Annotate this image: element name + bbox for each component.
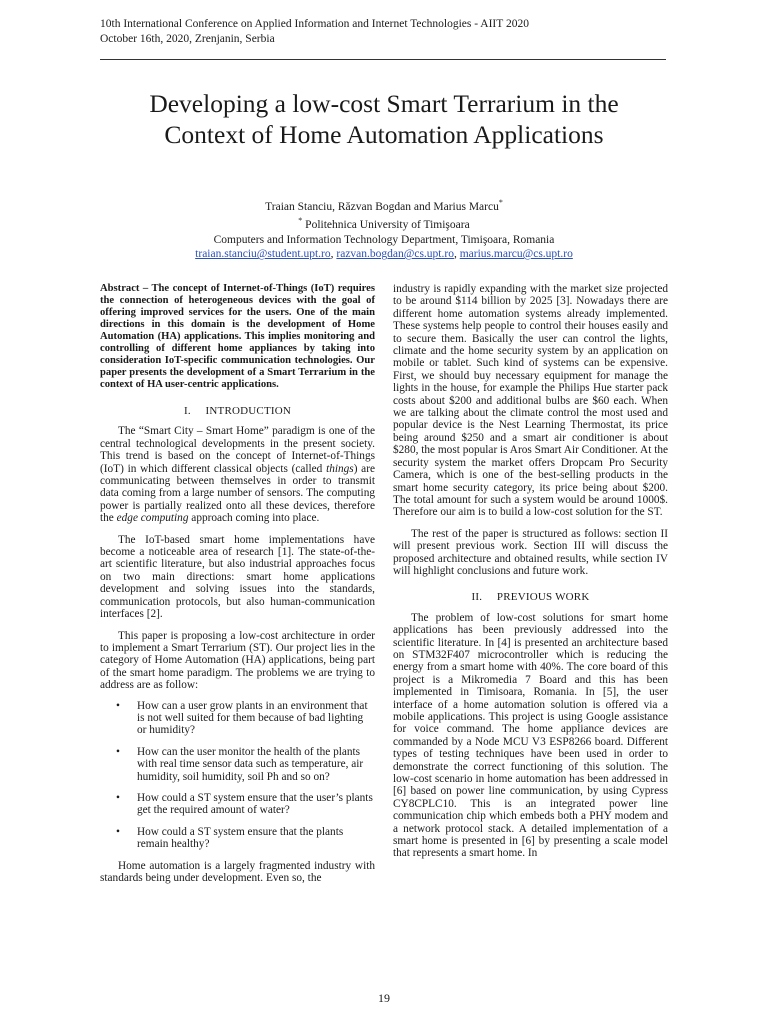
list-item — [100, 826, 375, 851]
intro-p1-italic-edge-computing: edge computing — [116, 512, 189, 525]
email-link-bogdan[interactable]: razvan.bogdan@cs.upt.ro — [336, 248, 454, 261]
affiliation-mark: * — [298, 216, 303, 226]
email-separator: , — [453, 248, 460, 261]
intro-paragraph-1 — [100, 425, 375, 524]
intro-paragraph-3: This paper is proposing a low-cost architecture in order to implement a Smart Terrarium (ST). Our project lies in the category of Home Automation (HA) applications, being part of the smart home paradigm. The problems we are trying to address are as follow: — [100, 629, 375, 692]
author-emails — [100, 247, 668, 262]
list-item — [100, 746, 375, 783]
email-link-stanciu[interactable]: traian.stanciu@student.upt.ro — [195, 248, 331, 261]
list-item — [100, 700, 375, 737]
intro-p1-text-e: approach coming into place. — [188, 512, 320, 525]
title-line-1: Developing a low-cost Smart Terrarium in the — [149, 89, 619, 118]
intro-p1-text-c: ) are communicating between themselves in order to transmit data coming from a large number of sensors. The computing power is partially realized onto all these devices, therefore the — [100, 462, 375, 525]
intro-paragraph-5: industry is rapidly expanding with the market size projected to be around $114 billion by 2025 [3]. Nowadays there are different home automation systems already implemented. These systems help people to control their houses easily and to secure them. Basically the user can control the lights, climate and the home security system by an application on mobile or tablet. Such kind of systems can be expensive. First, we should buy necessary equipment for manage the lights in the house, for example the Philips Hue starter pack costs about $200 and additional bulbs are $60 each. When we are talking about the climate control the most used and popular device is the Nest Learning Thermostat, its price being around $250 and a smart air conditioner is about $280, the most popular is Aros Smart Air Conditioner. At the security system the market offers Dropcam Pro Security Camera, which is one of the best-selling products in the smart home security category, its price being about $200. The total amount for such a system would be around 1000$. Therefore our aim is to build a low-cost solution for the ST. — [393, 283, 668, 519]
intro-p1-text-a: The “Smart City – Smart Home” paradigm is one of the central technological developments in the present society. This trend is based on the concept of Internet-of-Things (IoT) in which different classical objects (called — [100, 425, 375, 475]
intro-paragraph-4: Home automation is a largely fragmented industry with standards being under development. Even so, the — [100, 859, 375, 884]
bullet-icon: • — [116, 791, 120, 804]
author-names — [100, 196, 668, 214]
section-heading-previous-work: II. PREVIOUS WORK — [471, 591, 590, 604]
list-item — [100, 792, 375, 817]
author-block — [100, 196, 668, 262]
conference-name: 10th International Conference on Applied Information and Internet Technologies - AIIT 2020 — [100, 18, 529, 30]
header-divider — [100, 59, 666, 60]
right-column — [393, 283, 668, 860]
affiliation-university — [100, 214, 668, 232]
list-item-text: How can the user monitor the health of the plants with real time sensor data such as temperature, air humidity, soil humidity, soil Ph and so on? — [137, 745, 364, 783]
conference-header — [100, 17, 668, 46]
list-item-text: How can a user grow plants in an environment that is not well suited for them because of bad lighting or humidity? — [137, 699, 368, 737]
bullet-icon: • — [116, 745, 120, 758]
list-item-text: How could a ST system ensure that the user’s plants get the required amount of water? — [137, 791, 373, 817]
list-item-text: How could a ST system ensure that the plants remain healthy? — [137, 825, 344, 851]
affiliation-university-text: Politehnica University of Timişoara — [302, 219, 470, 232]
bullet-icon: • — [116, 699, 120, 712]
abstract-paragraph: Abstract – The concept of Internet-of-Things (IoT) requires the connection of heterogeneous devices with the goal of offering improved services for the users. One of the main directions in this domain is the development of Home Automation (HA) applications. This implies monitoring and controlling of different home appliances by taking into consideration IoT-specific communication technologies. Our paper presents the development of a Smart Terrarium in the context of HA user-centric applications. — [100, 283, 375, 390]
title-line-2: Context of Home Automation Applications — [164, 120, 604, 149]
author-affiliation-mark: * — [498, 198, 503, 207]
previous-work-paragraph: The problem of low-cost solutions for smart home applications has been previously addressed into the scientific literature. In [4] is presented an architecture based on STM32F407 microcontroller which is reducing the energy from a smart home with 40%. The core board of this project is a Mikromedia 7 Board and this has been implemented in Timisoara, Romania. In [5], the user interface of a home automation solution is offered via a mobile applications. This project is using Google assistance for voice command. The home appliance devices are commanded by a Node MCU V3 ESP8266 board. Different types of testing techniques have been used in order to demonstrate the correct functioning of this solution. The low-cost scenario in home automation has been addressed in [6] based on power line communication, by using Cypress CY8CPLC10. This is an integrated power line communication chip which embeds both a PHY modem and a network protocol stack. A detailed implementation of a smart home is presented in [6] by presenting a scale model that represents a smart home. In — [393, 611, 668, 860]
problem-list — [100, 700, 375, 851]
bullet-icon: • — [116, 825, 120, 838]
paper-title — [80, 88, 688, 150]
left-column — [100, 283, 375, 884]
email-separator: , — [330, 248, 337, 261]
email-link-marcu[interactable]: marius.marcu@cs.upt.ro — [459, 248, 573, 261]
intro-paragraph-2: The IoT-based smart home implementations have become a noticeable area of research [1]. The state-of-the-art scientific literature, but also industrial approaches focus on two main directions: smart home applications development and solving issues into the standards, communication protocols, but also human-communication interfaces [2]. — [100, 533, 375, 621]
page-number: 19 — [378, 991, 390, 1005]
intro-p1-italic-things: things — [326, 462, 354, 475]
affiliation-department: Computers and Information Technology Department, Timişoara, Romania — [213, 233, 555, 246]
conference-date: October 16th, 2020, Zrenjanin, Serbia — [100, 32, 275, 45]
author-names-text: Traian Stanciu, Răzvan Bogdan and Marius Marcu — [265, 200, 499, 213]
section-heading-introduction: I. INTRODUCTION — [183, 405, 292, 417]
paper-structure-paragraph: The rest of the paper is structured as follows: section II will present previous work. Section III will discuss the proposed architecture and obtained results, while section IV will highlight conclusions and future work. — [393, 527, 668, 577]
